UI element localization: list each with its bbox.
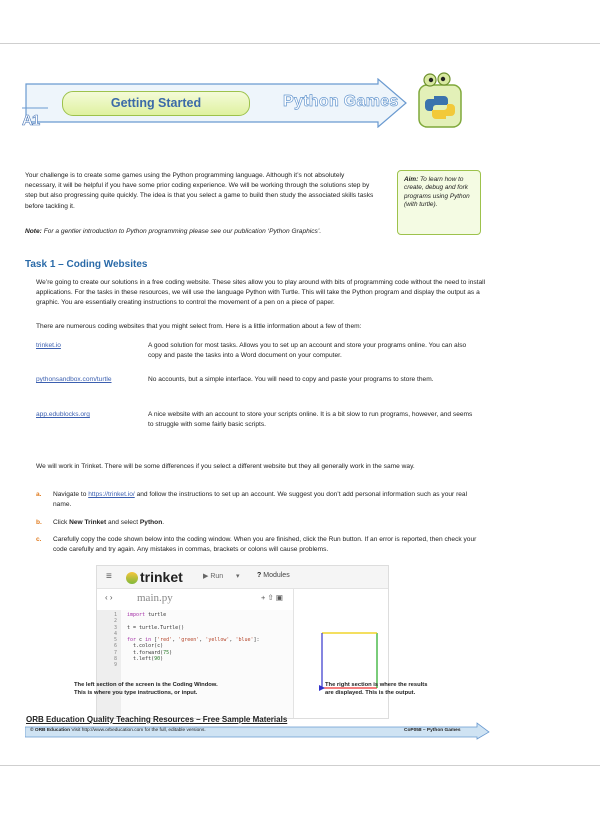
site-description: A good solution for most tasks. Allows you to set up an account and store your programs online. You can also copy and paste the tasks into a Word document on your computer. — [148, 342, 467, 360]
intro-paragraph: Your challenge is to create some games using the Python programming language. Although it’s not absolutely necessary, it will be helpful if you have some prior coding experience. We will be working through the solutions step by step but also progressing quite quickly. The idea is that you select a game to build then study the associated skills tasks before tackling it. — [25, 172, 374, 210]
aim-box — [397, 170, 481, 235]
step-text: Carefully copy the code shown below into the coding window. When you are finished, click the Run button. If an error is reported, then check your code carefully and try again. Any mistakes in commas, brackets or colons will cause problems. — [53, 536, 477, 554]
step-letter: c. — [36, 536, 42, 543]
series-title: Python Games — [283, 93, 399, 110]
note-label: Note: — [25, 228, 42, 235]
line-numbers: 1 2 3 4 5 6 7 8 9 — [113, 612, 117, 669]
step-c — [36, 535, 488, 557]
visit-text: Visit http://www.orbeducation.com for the full, editable versions. — [70, 728, 206, 733]
site-link-trinket[interactable]: trinket.io — [36, 342, 61, 349]
site-row — [36, 341, 486, 363]
new-trinket-label: New Trinket — [69, 519, 107, 526]
step-b — [36, 518, 488, 529]
footer-code: CoP058 – Python Games — [404, 728, 461, 733]
caption-line: The right section is where the results — [325, 682, 428, 688]
chevron-icons[interactable]: ‹ › — [105, 593, 113, 602]
step-text-part: Click — [53, 519, 70, 526]
step-text-part: and follow the instructions to set up an account. We suggest you don’t add personal information such as your real name. — [53, 491, 468, 509]
trinket-logo-text: trinket — [140, 569, 183, 585]
code-text: import turtle t = turtle.Turtle() for c in ['red', 'green', 'yellow', 'blue']: t.color(c) t.forward(75) t.left(90) — [127, 612, 260, 663]
footer-credit — [30, 728, 206, 733]
copyright-text: © ORB Education — [30, 728, 71, 733]
caption-line: The left section of the screen is the Coding Window. — [74, 682, 218, 688]
file-action-icons[interactable]: + ⇧ ▣ — [261, 593, 283, 602]
run-dropdown[interactable]: ▾ — [236, 573, 240, 580]
python-label: Python — [139, 519, 163, 526]
page-top-divider — [0, 43, 600, 44]
step-a — [36, 490, 488, 512]
page-title: Getting Started — [62, 91, 250, 116]
task-heading: Task 1 – Coding Websites — [25, 259, 148, 270]
python-snake-icon — [413, 71, 467, 129]
footer-title: ORB Education Quality Teaching Resources – Free Sample Materials — [26, 715, 288, 724]
site-link-pythonsandbox[interactable]: pythonsandbox.com/turtle — [36, 376, 112, 383]
modules-button[interactable] — [257, 572, 290, 579]
modules-label: Modules — [263, 572, 290, 579]
run-button[interactable]: ▶ Run — [203, 573, 224, 580]
pane-divider — [293, 588, 294, 718]
task-paragraph-3: We will work in Trinket. There will be some differences if you select a different website but they all generally work in the same way. — [36, 463, 415, 470]
step-letter: a. — [36, 491, 42, 498]
right-caption — [325, 681, 427, 697]
step-text — [53, 518, 485, 528]
aim-text: To learn how to create, debug and fork programs using Python (with turtle). — [404, 176, 470, 209]
note — [25, 227, 321, 237]
trinket-link[interactable]: https://trinket.io/ — [88, 491, 135, 498]
site-row — [36, 410, 486, 432]
step-text — [53, 490, 485, 510]
help-icon: ? — [257, 572, 262, 579]
trinket-logo-icon — [126, 572, 138, 584]
site-link-edublocks[interactable]: app.edublocks.org — [36, 411, 90, 418]
step-text-part: . — [162, 519, 165, 526]
step-text-part: and select — [106, 519, 140, 526]
caption-line: This is where you type instructions, or input. — [74, 690, 198, 696]
step-letter: b. — [36, 519, 42, 526]
left-caption — [74, 681, 218, 697]
task-paragraph-2: There are numerous coding websites that you might select from. Here is a little information about a few of them: — [36, 323, 362, 330]
task-paragraph-1: We’re going to create our solutions in a free coding website. These sites allow you to play around with bits of programming code without the need to install applications. For the tasks in these resources, we will use the language Python with Turtle. This will take the Python program and display the output as a graphic. You are essentially creating instructions to control the movement of a pen on a piece of paper. — [36, 279, 486, 307]
note-text: For a gentler introduction to Python programming please see our publication ‘Python Graphics’. — [41, 228, 322, 235]
site-description: No accounts, but a simple interface. You will need to copy and paste your programs to store them. — [148, 376, 434, 383]
menu-icon[interactable]: ≡ — [106, 571, 112, 582]
page-bottom-divider — [0, 765, 600, 766]
site-description: A nice website with an account to store your scripts online. It is a bit slow to run programs, however, and seems to struggle with some fairly basic scripts. — [148, 411, 473, 429]
file-tab[interactable]: main.py — [137, 592, 173, 604]
caption-line: are displayed. This is the output. — [325, 690, 416, 696]
activity-code: A1 — [22, 112, 40, 129]
step-text-part: Navigate to — [53, 491, 89, 498]
site-row — [36, 375, 486, 397]
aim-label: Aim: — [404, 176, 419, 183]
